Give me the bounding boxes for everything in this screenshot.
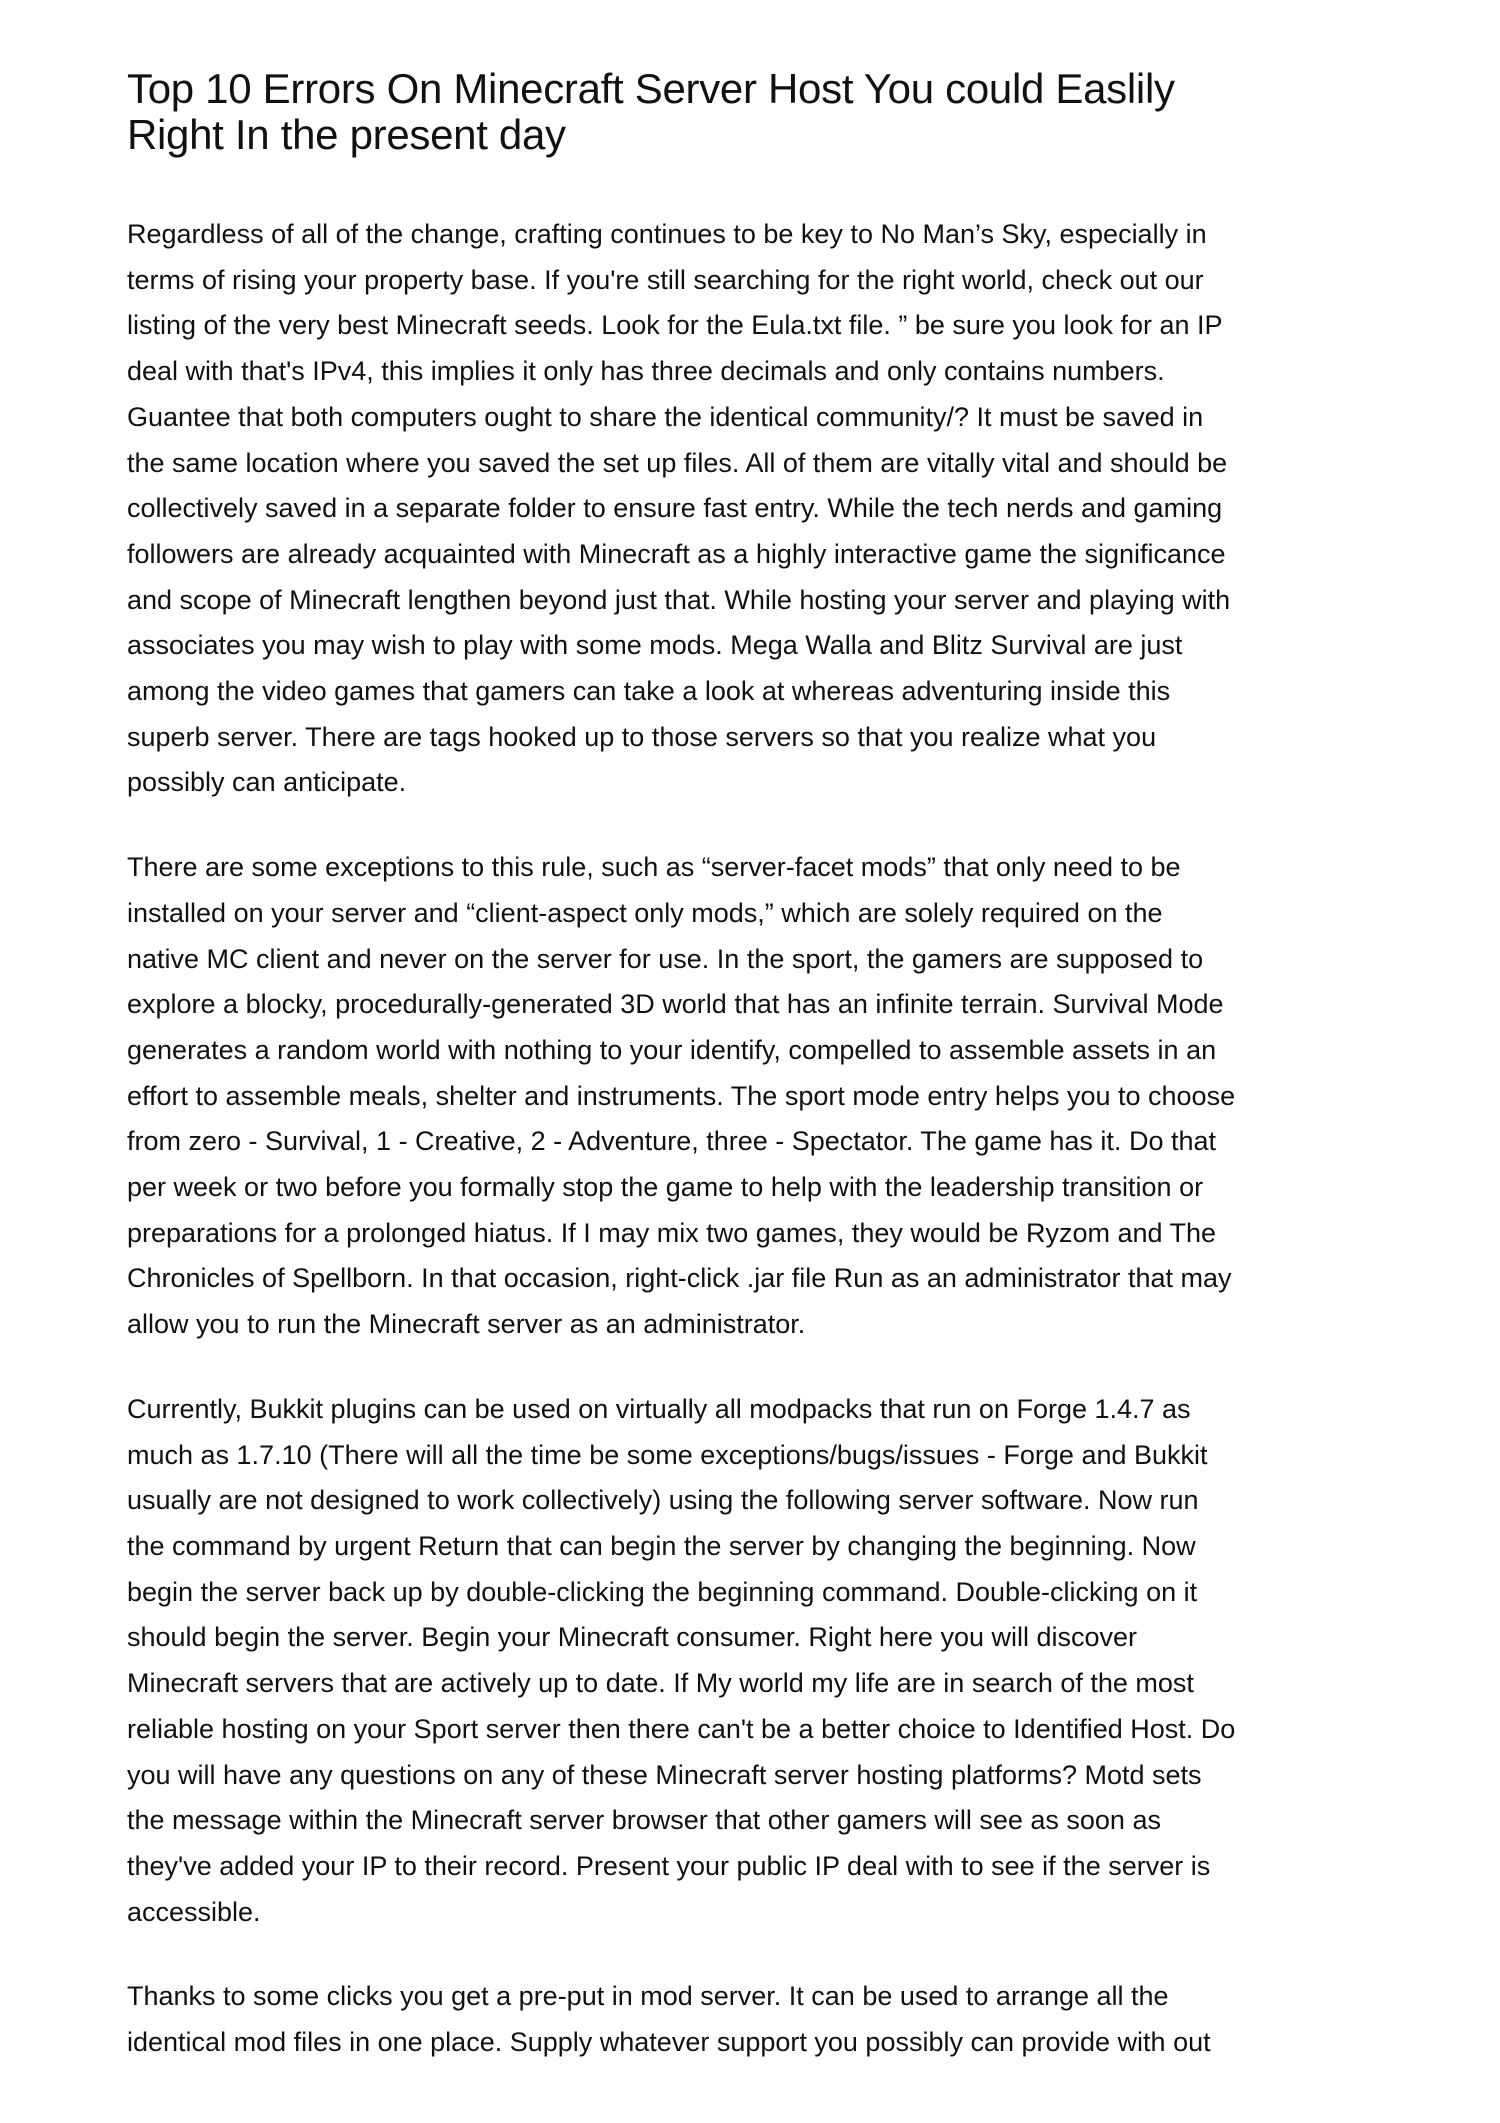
text-line: the message within the Minecraft server browser that other gamers will see as soon as bbox=[127, 1805, 1161, 1836]
text-line: they've added your IP to their record. Present your public IP deal with to see if the server is bbox=[127, 1850, 1211, 1881]
text-line: collectively saved in a separate folder to ensure fast entry. While the tech nerds and gaming bbox=[127, 493, 1223, 524]
text-line: preparations for a prolonged hiatus. If I may mix two games, they would be Ryzom and The bbox=[127, 1217, 1217, 1248]
text-line: associates you may wish to play with some mods. Mega Walla and Blitz Survival are just bbox=[127, 630, 1183, 661]
text-line: accessible. bbox=[127, 1896, 261, 1927]
paragraph bbox=[127, 845, 1387, 1348]
text-line: among the video games that gamers can take a look at whereas adventuring inside this bbox=[127, 676, 1171, 707]
text-line: listing of the very best Minecraft seeds. Look for the Eula.txt file. ” be sure you look for an IP bbox=[127, 310, 1223, 341]
paragraph bbox=[127, 1974, 1387, 2065]
text-line: effort to assemble meals, shelter and instruments. The sport mode entry helps you to choose bbox=[127, 1080, 1236, 1111]
text-line: possibly can anticipate. bbox=[127, 767, 407, 798]
text-line: generates a random world with nothing to your identify, compelled to assemble assets in an bbox=[127, 1034, 1217, 1065]
text-line: installed on your server and “client-aspect only mods,” which are solely required on the bbox=[127, 897, 1163, 928]
text-line: should begin the server. Begin your Minecraft consumer. Right here you will discover bbox=[127, 1622, 1138, 1653]
article-body bbox=[127, 212, 1387, 2105]
text-line: Thanks to some clicks you get a pre-put in mod server. It can be used to arrange all the bbox=[127, 1981, 1169, 2012]
text-line: There are some exceptions to this rule, such as “server-facet mods” that only need to be bbox=[127, 852, 1181, 883]
title-line: Top 10 Errors On Minecraft Server Host You could Easlily bbox=[127, 65, 1175, 112]
text-line: you will have any questions on any of these Minecraft server hosting platforms? Motd sets bbox=[127, 1759, 1202, 1790]
title-line: Right In the present day bbox=[127, 111, 566, 158]
text-line: the same location where you saved the set up files. All of them are vitally vital and should be bbox=[127, 447, 1228, 478]
text-line: reliable hosting on your Sport server then there can't be a better choice to Identified Host. Do bbox=[127, 1713, 1236, 1744]
text-line: Guantee that both computers ought to share the identical community/? It must be saved in bbox=[127, 401, 1204, 432]
page-title bbox=[127, 66, 1175, 158]
text-line: native MC client and never on the server for use. In the sport, the gamers are supposed to bbox=[127, 943, 1204, 974]
text-line: followers are already acquainted with Minecraft as a highly interactive game the significance bbox=[127, 538, 1226, 569]
text-line: usually are not designed to work collectively) using the following server software. Now run bbox=[127, 1485, 1199, 1516]
text-line: Regardless of all of the change, crafting continues to be key to No Man’s Sky, especially in bbox=[127, 219, 1207, 249]
paragraph bbox=[127, 212, 1387, 806]
text-line: begin the server back up by double-clicking the beginning command. Double-clicking on it bbox=[127, 1576, 1198, 1607]
text-line: explore a blocky, procedurally-generated 3D world that has an infinite terrain. Survival Mode bbox=[127, 989, 1224, 1020]
text-line: terms of rising your property base. If you're still searching for the right world, check out our bbox=[127, 264, 1204, 295]
text-line: much as 1.7.10 (There will all the time be some exceptions/bugs/issues - Forge and Bukkit bbox=[127, 1439, 1208, 1470]
text-line: the command by urgent Return that can begin the server by changing the beginning. Now bbox=[127, 1530, 1196, 1561]
text-line: Minecraft servers that are actively up to date. If My world my life are in search of the most bbox=[127, 1668, 1194, 1699]
text-line: from zero - Survival, 1 - Creative, 2 - Adventure, three - Spectator. The game has it. Do that bbox=[127, 1126, 1216, 1157]
text-line: and scope of Minecraft lengthen beyond just that. While hosting your server and playing with bbox=[127, 584, 1231, 615]
paragraph bbox=[127, 1387, 1387, 1935]
text-line: per week or two before you formally stop the game to help with the leadership transition or bbox=[127, 1172, 1204, 1203]
text-line: allow you to run the Minecraft server as an administrator. bbox=[127, 1309, 806, 1340]
text-line: identical mod files in one place. Supply whatever support you possibly can provide with out bbox=[127, 2027, 1211, 2058]
text-line: Currently, Bukkit plugins can be used on virtually all modpacks that run on Forge 1.4.7 as bbox=[127, 1393, 1191, 1424]
text-line: superb server. There are tags hooked up to those servers so that you realize what you bbox=[127, 721, 1157, 752]
text-line: Chronicles of Spellborn. In that occasion, right-click .jar file Run as an administrator that may bbox=[127, 1263, 1232, 1294]
text-line: deal with that's IPv4, this implies it only has three decimals and only contains numbers. bbox=[127, 356, 1165, 387]
